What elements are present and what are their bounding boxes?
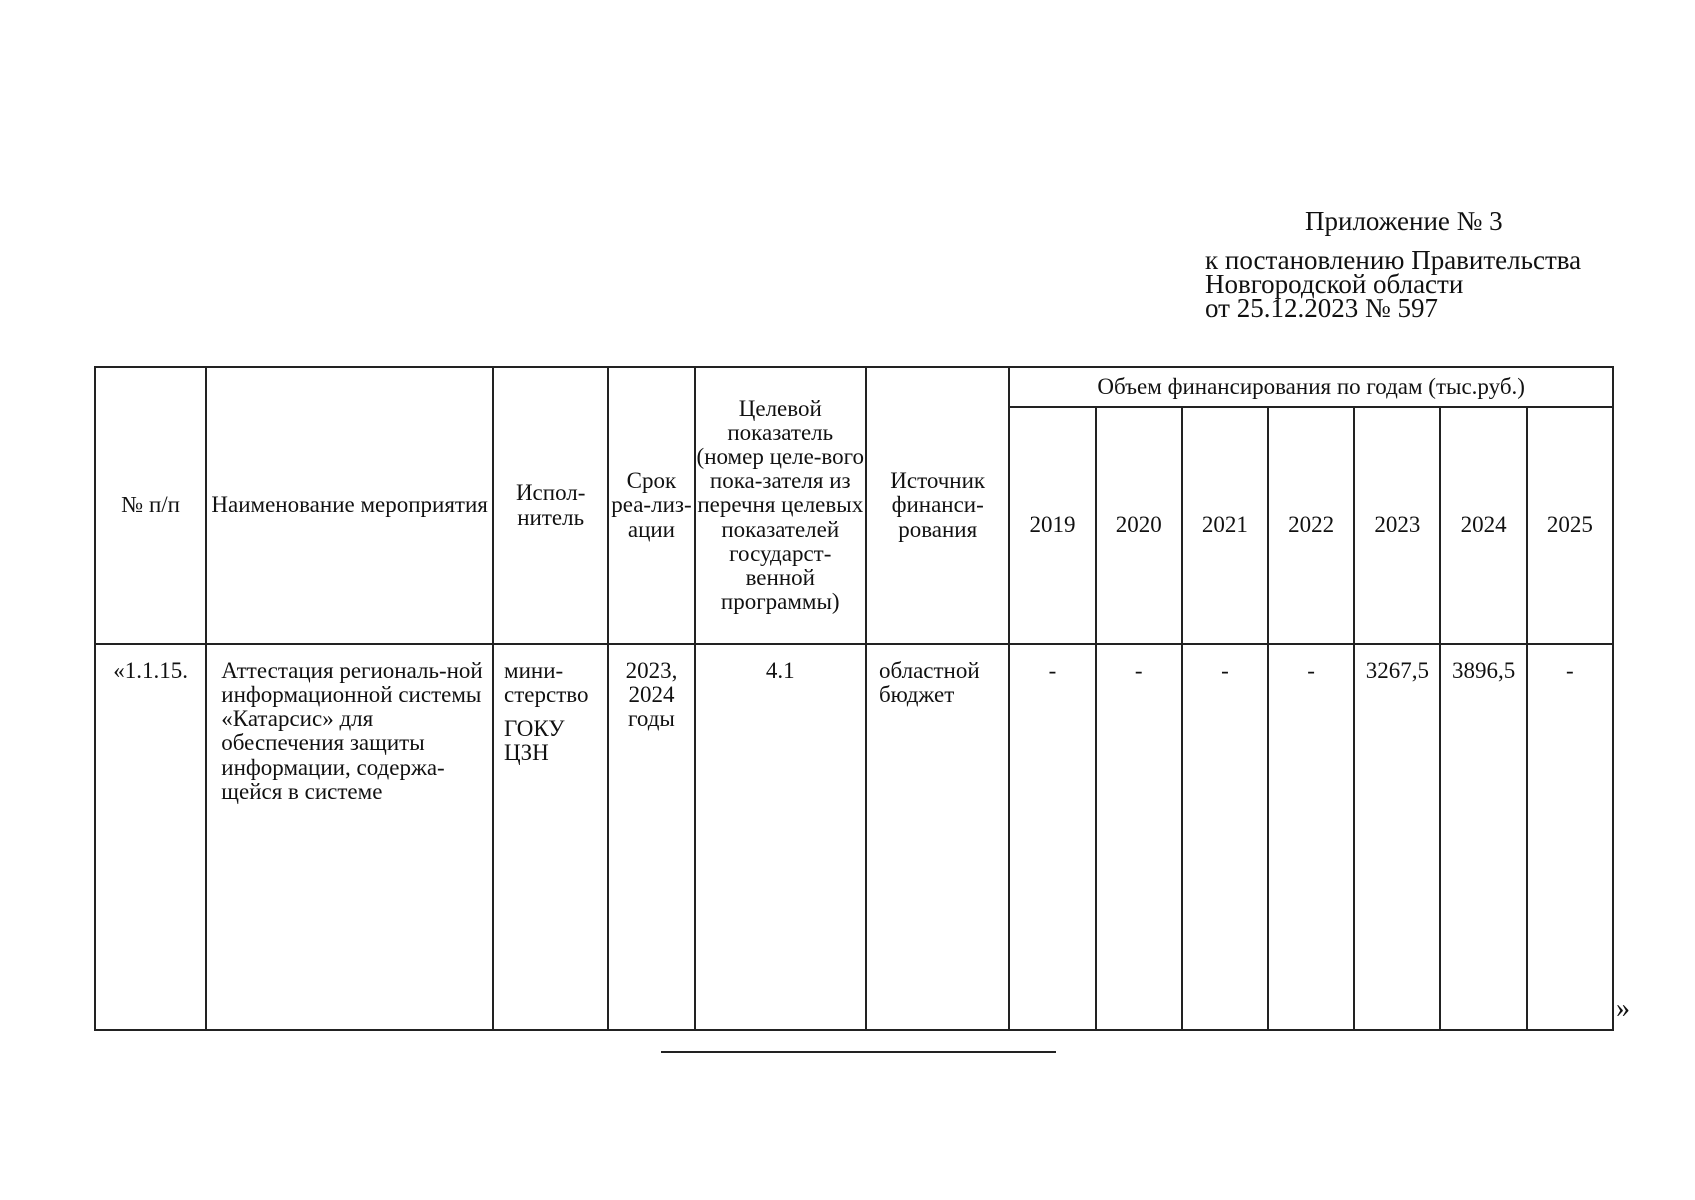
executor-ministry: мини-стерство (504, 658, 589, 708)
executor-goku-czn: ГОКУ ЦЗН (504, 716, 565, 766)
header-funding-source: Источник финанси-рования (866, 367, 1009, 644)
cell-value-2023: 3267,5 (1354, 644, 1440, 1030)
cell-value-2024: 3896,5 (1440, 644, 1526, 1030)
header-year-2019: 2019 (1009, 407, 1095, 644)
header-activity-name: Наименование мероприятия (206, 367, 493, 644)
cell-value-2025: - (1527, 644, 1613, 1030)
appendix-date-line: от 25.12.2023 № 597 (1205, 293, 1438, 323)
cell-funding-source: областной бюджет (866, 644, 1009, 1030)
table-row (95, 644, 1613, 1030)
header-funding-volume: Объем финансирования по годам (тыс.руб.) (1009, 367, 1613, 407)
cell-activity-name: Аттестация региональ-ной информационной системы «Катарсис» для обеспечения защиты информации, содержа-щейся в системе (206, 644, 493, 1030)
header-number: № п/п (95, 367, 206, 644)
cell-value-2019: - (1009, 644, 1095, 1030)
cell-value-2021: - (1182, 644, 1268, 1030)
header-year-2020: 2020 (1096, 407, 1182, 644)
cell-number: «1.1.15. (95, 644, 206, 1030)
bottom-divider (661, 1051, 1056, 1053)
header-year-2024: 2024 (1440, 407, 1526, 644)
activity-table (94, 366, 1614, 1031)
header-year-2023: 2023 (1354, 407, 1440, 644)
header-target-indicator: Целевой показатель (номер целе-вого пока-зателя из перечня целевых показателей государст-венной программы) (695, 367, 866, 644)
closing-quote: » (1616, 993, 1630, 1024)
cell-term: 2023, 2024 годы (608, 644, 694, 1030)
header-term: Срок реа-лиз-ации (608, 367, 694, 644)
header-year-2021: 2021 (1182, 407, 1268, 644)
header-year-2025: 2025 (1527, 407, 1613, 644)
cell-value-2020: - (1096, 644, 1182, 1030)
cell-executor (493, 644, 608, 1030)
appendix-resolution-line: к постановлению Правительства (1205, 245, 1582, 275)
header-executor: Испол-нитель (493, 367, 608, 644)
appendix-title: Приложение № 3 (1305, 206, 1503, 236)
header-year-2022: 2022 (1268, 407, 1354, 644)
cell-value-2022: - (1268, 644, 1354, 1030)
cell-target-indicator: 4.1 (695, 644, 866, 1030)
appendix-region-line: Новгородской области (1205, 269, 1464, 299)
